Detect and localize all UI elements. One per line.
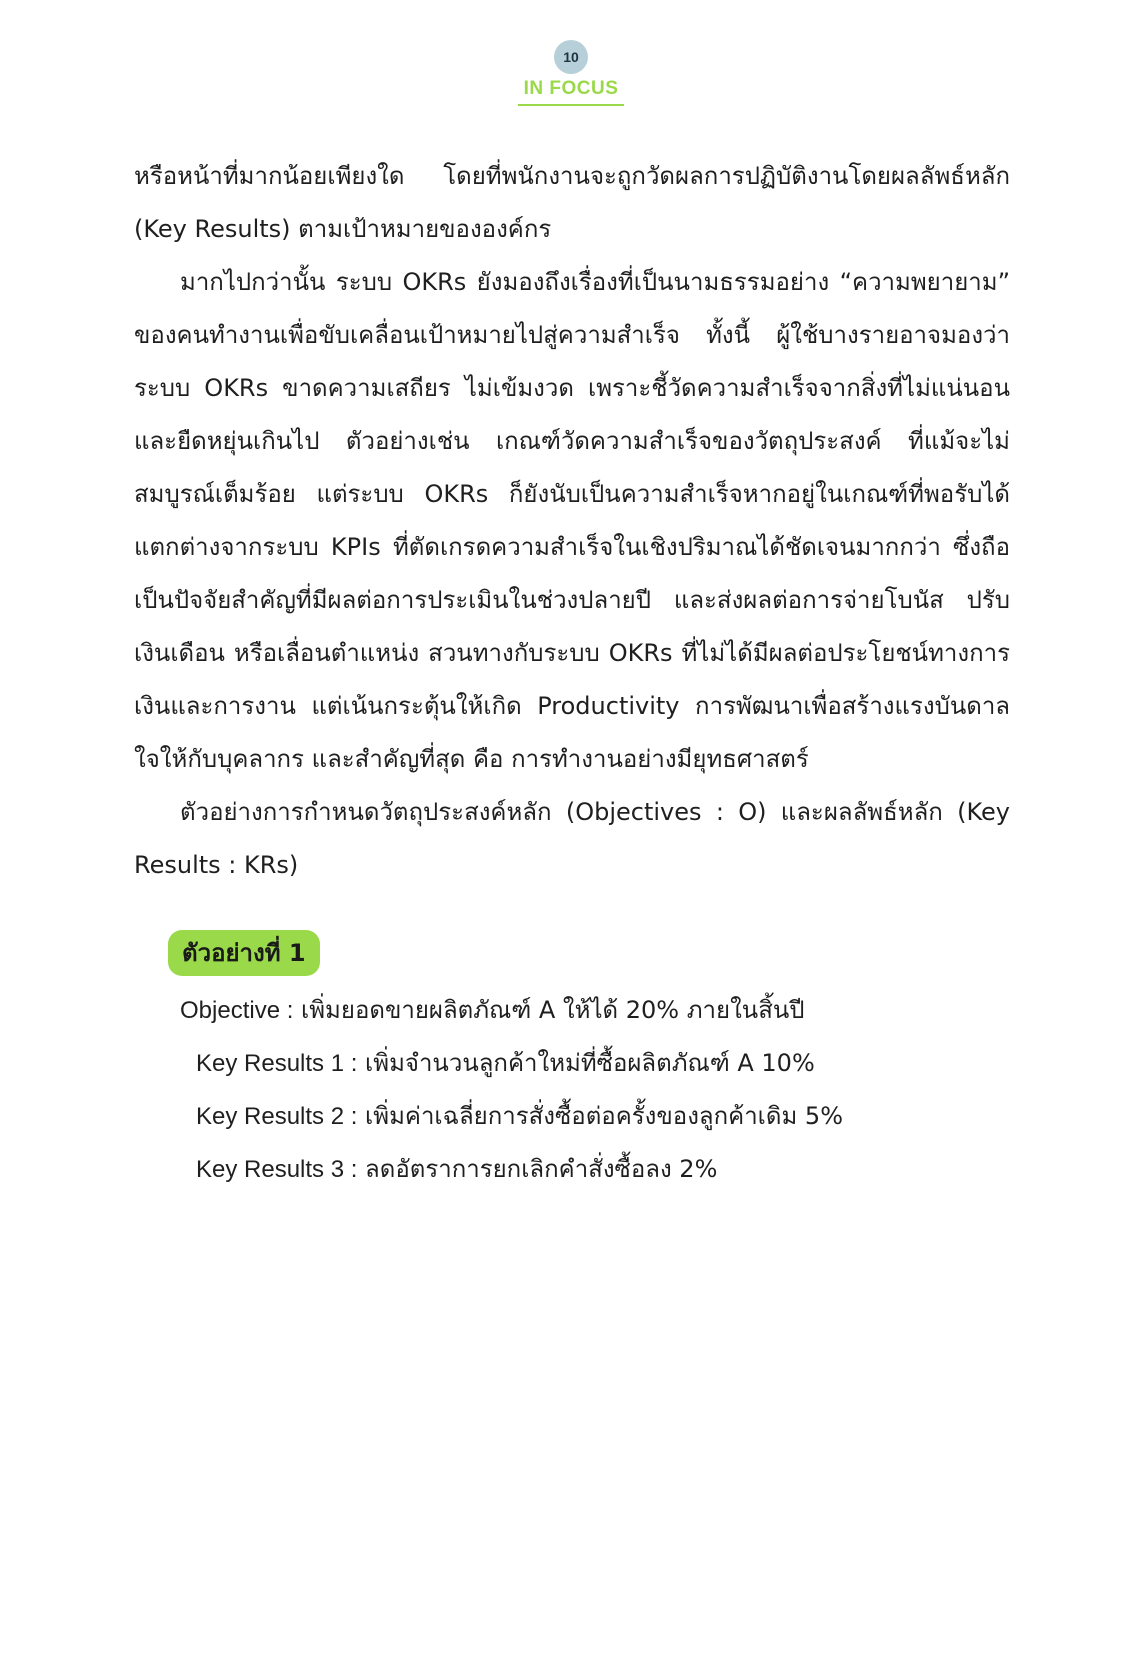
paragraph: หรือหน้าที่มากน้อยเพียงใด โดยที่พนักงานจะถูกวัดผลการปฏิบัติงานโดยผลลัพธ์หลัก (Key Results) ตามเป้าหมายขององค์กร [134, 162, 1010, 243]
page-number-badge: 10 [554, 40, 588, 74]
key-result-label: Key Results 2 : [196, 1103, 358, 1130]
key-result-line [196, 1037, 968, 1090]
objective-line [180, 984, 968, 1037]
paragraph: มากไปกว่านั้น ระบบ OKRs ยังมองถึงเรื่องที่เป็นนามธรรมอย่าง “ความพยายาม” ของคนทำงานเพื่อขับเคลื่อนเป้าหมายไปสู่ความสำเร็จ ทั้งนี้ ผู้ใช้บางรายอาจมองว่าระบบ OKRs ขาดความเสถียร ไม่เข้มงวด เพราะชี้วัดความสำเร็จจากสิ่งที่ไม่แน่นอนและยืดหยุ่นเกินไป ตัวอย่างเช่น เกณฑ์วัดความสำเร็จของวัตถุประสงค์ ที่แม้จะไม่สมบูรณ์เต็มร้อย แต่ระบบ OKRs ก็ยังนับเป็นความสำเร็จหากอยู่ในเกณฑ์ที่พอรับได้ แตกต่างจากระบบ KPIs ที่ตัดเกรดความสำเร็จในเชิงปริมาณได้ชัดเจนมากกว่า ซึ่งถือเป็นปัจจัยสำคัญที่มีผลต่อการประเมินในช่วงปลายปี และส่งผลต่อการจ่ายโบนัส ปรับเงินเดือน หรือเลื่อนตำแหน่ง สวนทางกับระบบ OKRs ที่ไม่ได้มีผลต่อประโยชน์ทางการเงินและการงาน แต่เน้นกระตุ้นให้เกิด Productivity การพัฒนาเพื่อสร้างแรงบันดาลใจให้กับบุคลากร และสำคัญที่สุด คือ การทำงานอย่างมียุทธศาสตร์ [134, 268, 1010, 773]
key-result-line [196, 1143, 968, 1196]
key-result-label: Key Results 1 : [196, 1050, 358, 1077]
key-result-label: Key Results 3 : [196, 1156, 358, 1183]
body-text [134, 150, 1010, 892]
paragraph: ตัวอย่างการกำหนดวัตถุประสงค์หลัก (Objectives : O) และผลลัพธ์หลัก (Key Results : KRs) [134, 798, 1010, 879]
objective-text: เพิ่มยอดขายผลิตภัณฑ์ A ให้ได้ 20% ภายในสิ้นปี [301, 996, 805, 1024]
section-label: IN FOCUS [518, 78, 625, 106]
key-result-line [196, 1090, 968, 1143]
example-tag: ตัวอย่างที่ 1 [168, 930, 320, 976]
key-result-text: เพิ่มค่าเฉลี่ยการสั่งซื้อต่อครั้งของลูกค้าเดิม 5% [365, 1102, 843, 1130]
objective-label: Objective : [180, 997, 294, 1024]
key-result-text: เพิ่มจำนวนลูกค้าใหม่ที่ซื้อผลิตภัณฑ์ A 10% [365, 1049, 815, 1077]
example-box [168, 930, 968, 1196]
key-result-text: ลดอัตราการยกเลิกคำสั่งซื้อลง 2% [365, 1155, 718, 1183]
page-header [0, 40, 1142, 106]
